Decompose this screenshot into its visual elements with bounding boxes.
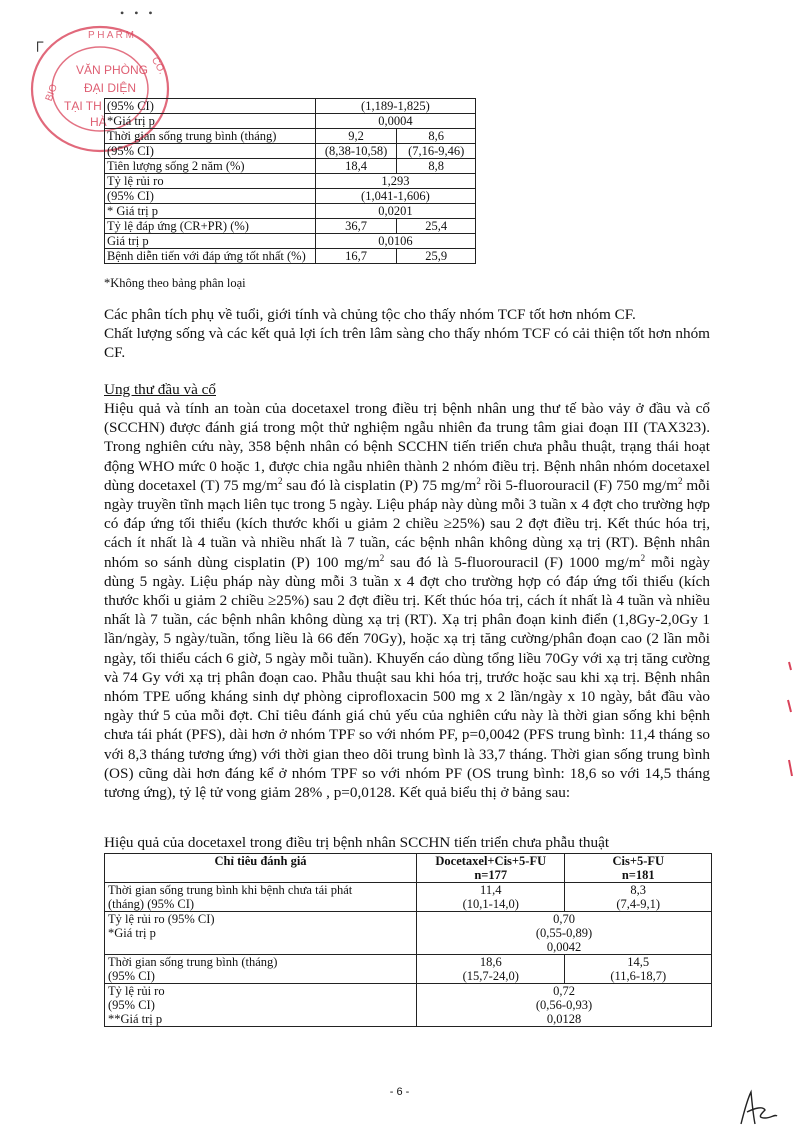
row-label: Thời gian sống trung bình (tháng) xyxy=(105,129,316,144)
cell-merged: (1,041-1,606) xyxy=(315,189,475,204)
svg-text:ĐẠI DIỆN: ĐẠI DIỆN xyxy=(84,81,137,95)
cell-cf: (7,16-9,46) xyxy=(397,144,476,159)
table-row xyxy=(105,955,712,984)
row-label: (95% CI) xyxy=(105,99,316,114)
results-table-top xyxy=(104,98,476,264)
row-label: * Giá trị p xyxy=(105,204,316,219)
row-label: Bệnh diễn tiến với đáp ứng tốt nhất (%) xyxy=(105,249,316,264)
table-row xyxy=(105,249,476,264)
margin-marks xyxy=(786,660,794,780)
cell-merged: 1,293 xyxy=(315,174,475,189)
svg-text:CO.: CO. xyxy=(148,55,168,77)
scan-dots: ••• xyxy=(120,6,163,20)
paragraph-scchn-study xyxy=(104,399,710,802)
header-tpf: Docetaxel+Cis+5-FU n=177 xyxy=(417,854,565,883)
page-number: - 6 - xyxy=(389,1086,410,1098)
cell-cf: 25,4 xyxy=(397,219,476,234)
superscript: 2 xyxy=(640,552,646,563)
text-run: rồi 5-fluorouracil (F) 750 mg/m xyxy=(480,476,679,494)
results-table-scchn xyxy=(104,853,712,1027)
header-criteria: Chỉ tiêu đánh giá xyxy=(105,854,417,883)
svg-text:HÀ: HÀ xyxy=(90,115,107,129)
row-label: Giá trị p xyxy=(105,234,316,249)
row-label: (95% CI) xyxy=(105,189,316,204)
table-row xyxy=(105,189,476,204)
row-label: Tỷ lệ rủi ro (95% CI) *Giá trị p xyxy=(105,912,417,955)
cell-cf: 25,9 xyxy=(397,249,476,264)
row-label: Tỷ lệ rủi ro xyxy=(105,174,316,189)
cell-tcf: (8,38-10,58) xyxy=(315,144,397,159)
cell-cf: 8,6 xyxy=(397,129,476,144)
text-run: sau đó là cisplatin (P) 75 mg/m xyxy=(282,476,477,494)
row-label: Tỷ lệ rủi ro (95% CI) **Giá trị p xyxy=(105,984,417,1027)
text-run: sau đó là 5-fluorouracil (F) 1000 mg/m xyxy=(384,553,641,571)
table-row xyxy=(105,234,476,249)
svg-text:VĂN PHÒNG: VĂN PHÒNG xyxy=(76,63,149,77)
table-row xyxy=(105,883,712,912)
section-heading: Ung thư đầu và cổ xyxy=(104,381,216,398)
table-row xyxy=(105,144,476,159)
table-footnote: *Không theo bảng phân loại xyxy=(104,276,246,290)
table-row xyxy=(105,99,476,114)
cell-merged: 0,0201 xyxy=(315,204,475,219)
table-row xyxy=(105,159,476,174)
cell-pf: 8,3 (7,4-9,1) xyxy=(565,883,712,912)
table-caption: Hiệu quả của docetaxel trong điều trị bệnh nhân SCCHN tiến triển chưa phẫu thuật xyxy=(104,834,610,851)
table-row xyxy=(105,219,476,234)
cell-tpf: 11,4 (10,1-14,0) xyxy=(417,883,565,912)
row-label: *Giá trị p xyxy=(105,114,316,129)
text-run: mỗi ngày truyền tĩnh mạch liên tục trong 5 ngày. Liệu pháp này dùng mỗi 3 tuần x 4 đợt cho trường hợp có đáp ứng tối thiểu (kích thước khối u giảm 2 chiều ≥25%) sau 2 đợt điều trị. Kết thúc hóa trị, cách ít nhất là 4 tuần và nhiều nhất là 7 tuần, các bệnh nhân không dùng xạ trị (RT). Bệnh nhân nhóm so sánh dùng cisplatin (P) 100 mg/m xyxy=(104,476,710,571)
table-row xyxy=(105,114,476,129)
cell-merged: 0,70 (0,55-0,89) 0,0042 xyxy=(417,912,712,955)
text-run: mỗi ngày dùng 5 ngày. Liệu pháp này dùng mỗi 3 tuần x 4 đợt cho trường hợp có đáp ứng tối thiểu (kích thước khối u giảm 2 chiều ≥25%) sau 2 đợt điều trị. Kết thúc hóa trị, cách ít nhất là 4 tuần và nhiều nhất là 7 tuần, các bệnh nhân không dùng xạ trị (RT). Xạ trị phân đoạn kinh điển (1,8Gy-2,0Gy 1 lần/ngày, 5 ngày/tuần, tổng liều là 66 đến 70Gy), hoặc xạ trị tăng cường/phân đoạn cao (2 lần mỗi ngày, tối thiểu cách 6 giờ, 5 ngày mỗi tuần). Khuyến cáo dùng tổng liều 70Gy với xạ trị tăng cường và 74 Gy với xạ trị phân đoạn cao. Phẫu thuật sau khi hóa trị, trước hoặc sau khi xạ trị. Bệnh nhân nhóm TPE uống kháng sinh dự phòng ciprofloxacin 500 mg x 2 lần/ngày x 10 ngày, bắt đầu vào ngày thứ 5 của mỗi đợt. Chỉ tiêu đánh giá chủ yếu của nghiên cứu này là thời gian sống khi bệnh chưa tái phát (PFS), dài hơn ở nhóm TPF so với nhóm PF, p=0,0042 (PFS trung bình: 11,4 tháng so với 8,3 tháng tương ứng) với thời gian theo dõi trung bình là 33,7 tháng. Thời gian sống trung bình (OS) cũng dài hơn đáng kể ở nhóm TPF so với nhóm PF (OS trung bình: 18,6 so với 14,5 tháng tương ứng), tỷ lệ tử vong giảm 28% , p=0,0128. Kết quả biểu thị ở bảng sau: xyxy=(104,553,710,802)
cell-tcf: 18,4 xyxy=(315,159,397,174)
paragraph-subgroup: Các phân tích phụ về tuổi, giới tính và chủng tộc cho thấy nhóm TCF tốt hơn nhóm CF. xyxy=(104,306,636,323)
text-run: Hiệu quả và tính an toàn của docetaxel trong điều trị bệnh nhân ung thư tế bào vảy ở đầu và cổ (SCCHN) được đánh giá trong một thử nghiệm ngẫu nhiên đa trung tâm giai đoạn III (TAX323). Trong nghiên cứu này, 358 bệnh nhân có bệnh SCCHN tiến triển chưa phẫu thuật, trạng thái hoạt động WHO mức 0 hoặc 1, được chia ngẫu nhiên thành 2 nhóm điều trị. Bệnh nhân nhóm docetaxel dùng docetaxel (T) 75 mg/m xyxy=(104,400,710,494)
cell-tcf: 9,2 xyxy=(315,129,397,144)
superscript: 2 xyxy=(379,552,385,563)
cell-cf: 8,8 xyxy=(397,159,476,174)
cell-tcf: 16,7 xyxy=(315,249,397,264)
signature-initials xyxy=(735,1088,781,1128)
table-row xyxy=(105,984,712,1027)
row-label: Thời gian sống trung bình khi bệnh chưa tái phát (tháng) (95% CI) xyxy=(105,883,417,912)
cell-pf: 14,5 (11,6-18,7) xyxy=(565,955,712,984)
row-label: Thời gian sống trung bình (tháng) (95% CI) xyxy=(105,955,417,984)
superscript: 2 xyxy=(277,475,283,486)
table-row xyxy=(105,129,476,144)
cell-merged: 0,0106 xyxy=(315,234,475,249)
cell-tcf: 36,7 xyxy=(315,219,397,234)
cell-tpf: 18,6 (15,7-24,0) xyxy=(417,955,565,984)
superscript: 2 xyxy=(678,475,683,486)
svg-text:TẠI TH: TẠI TH xyxy=(64,99,102,113)
cell-merged: 0,72 (0,56-0,93) 0,0128 xyxy=(417,984,712,1027)
row-label: (95% CI) xyxy=(105,144,316,159)
table-row xyxy=(105,204,476,219)
row-label: Tỷ lệ đáp ứng (CR+PR) (%) xyxy=(105,219,316,234)
superscript: 2 xyxy=(476,475,481,486)
header-pf: Cis+5-FU n=181 xyxy=(565,854,712,883)
svg-text:P H A R M: P H A R M xyxy=(88,30,134,41)
cell-merged: 0,0004 xyxy=(315,114,475,129)
table-row xyxy=(105,174,476,189)
row-label: Tiên lượng sống 2 năm (%) xyxy=(105,159,316,174)
corner-mark: ┌ xyxy=(32,34,44,51)
table-row xyxy=(105,912,712,955)
svg-text:BIO: BIO xyxy=(43,82,60,103)
paragraph-quality-of-life: Chất lượng sống và các kết quả lợi ích trên lâm sàng cho thấy nhóm TCF có cải thiện tốt hơn nhóm CF. xyxy=(104,325,710,362)
cell-merged: (1,189-1,825) xyxy=(315,99,475,114)
